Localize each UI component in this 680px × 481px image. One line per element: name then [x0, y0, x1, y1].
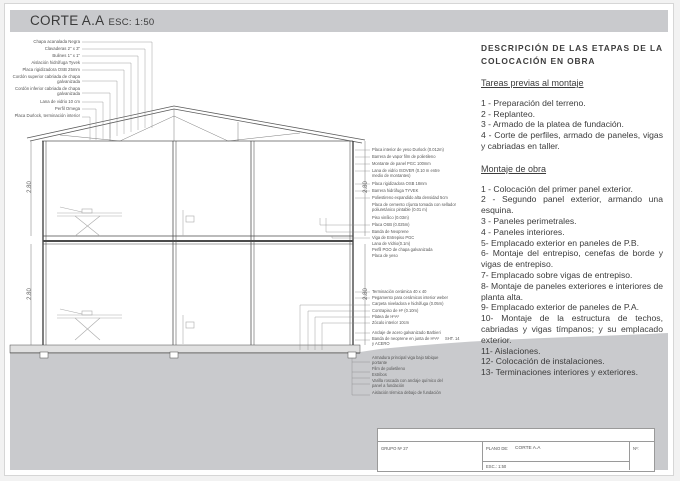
label-r-11: Viga de Entrepiso PGC: [372, 235, 415, 240]
label-r-5: Barrera hidrófuga TYVEK: [372, 188, 419, 193]
furniture: [57, 207, 194, 344]
label-r-4: Placa rigidizadora OSB 18mm: [372, 181, 427, 186]
list-item: 7- Emplacado sobre vigas de entrepiso.: [481, 269, 633, 280]
list-item: 1 - Preparación del terreno.: [481, 97, 586, 108]
roof: [27, 106, 365, 143]
list-item: 1 - Colocación del primer panel exterior.: [481, 183, 633, 194]
label-rl-3: Contrapiso de Hº (0.10m): [372, 308, 419, 313]
label-clavaderas: Clavaderas 2" x 3": [44, 46, 80, 51]
label-r-2: Montante de panel PGC 100mm: [372, 161, 431, 166]
title-scale: ESC: 1:50: [108, 17, 155, 28]
list-item: 3 - Paneles perimetrales.: [481, 215, 577, 226]
title-text: CORTE A.A: [30, 13, 105, 28]
list-item: 4 - Paneles interiores.: [481, 226, 565, 237]
list-item: 9- Emplacado exterior de paneles de P.A.: [481, 302, 639, 313]
list-item: 12- Colocación de instalaciones.: [481, 356, 605, 367]
label-r-14: Placa de yeso: [372, 253, 398, 258]
dimension-lines: [31, 141, 365, 345]
label-rl-0: Terminación cerámica 40 x 40: [372, 289, 427, 294]
list-item: 6- Montaje del entrepiso, cenefas de borde y vigas de entrepiso.: [481, 248, 663, 270]
list-item: 11- Aislaciones.: [481, 345, 541, 356]
label-r-0: Placa interior de yeso Durlock (0.012m): [372, 147, 444, 152]
label-cordon-inferior: Cordón inferior cabriada de chapa galvanizada: [15, 86, 80, 96]
list-item: 5- Emplacado exterior en paneles de P.B.: [481, 237, 639, 248]
list-item: 4 - Corte de perfiles, armado de paneles, vigas y cabriadas en taller.: [481, 130, 663, 151]
dimension-upper-left: 2.80: [26, 181, 33, 193]
label-r-12: Lana de Vidrio(0.1m): [372, 241, 411, 246]
label-cordon-superior: Cordón superior cabriada de chapa galvanizada: [12, 74, 80, 84]
scale-value: ESC.: 1:50: [486, 464, 507, 469]
section-title-montaje: Montaje de obra: [481, 163, 547, 174]
label-f-2: Estribos: [372, 372, 387, 377]
label-f-3: Varilla roscada con anclaje químico del panel a fundación: [372, 378, 443, 388]
label-lana: Lana de vidrio 10 cm: [40, 99, 80, 104]
label-f-4: Aislación térmica debajo de fundación: [372, 390, 441, 395]
label-r-7: Placa de cemento c/junta tomada con sellador poliuretánico pintable (0.01 m): [372, 202, 456, 212]
section-title-tareas: Tareas previas al montaje: [481, 78, 584, 88]
list-item: 10- Montaje de la estructura de techos, cabriadas y vigas tímpanos; y su emplacado exterior.: [481, 313, 663, 345]
label-r-1: Barrera de vapor film de polietileno: [372, 154, 436, 159]
dimension-upper-right: 2.80: [362, 181, 369, 193]
list-item: 2 - Replanteo.: [481, 108, 535, 119]
label-tyvek: Aislación hidrófuga Tyvek: [31, 60, 80, 65]
plan-value: CORTE A.A: [515, 446, 541, 451]
label-durlock: Placa Durlock, terminación interior: [14, 113, 80, 118]
title-block-divider: [482, 441, 483, 470]
label-r-13: Perfil PGO de chapa galvanizada: [372, 247, 433, 252]
label-osb: Placa rigidizadora OSB 25mm: [22, 67, 80, 72]
list-item: 8- Montaje de paneles exteriores e interiores de planta alta.: [481, 280, 664, 302]
walls: [43, 141, 353, 352]
group-number: GRUPO Nº 27: [381, 446, 408, 451]
label-rl-5: Zócalo interior 10cm: [372, 320, 410, 325]
label-r-8: Piso vinílico (0.03m): [372, 215, 409, 220]
label-chapa: Chapa acanalada Negra: [33, 39, 80, 44]
label-rl-2: Carpeta niveladora e hidrófuga (0.05m): [372, 301, 444, 306]
label-f-0: Armadura principal viga bajo tabique portante: [372, 355, 439, 365]
label-bulines: Bulines 1" x 1": [52, 53, 80, 58]
label-r-10: Banda de Neoprene: [372, 229, 409, 234]
label-r-9: Placa OSB (0.025m): [372, 222, 410, 227]
sheet-number: Nº:: [633, 446, 639, 451]
list-item: 3 - Armado de la platea de fundación.: [481, 119, 624, 130]
label-f-1: Film de polietileno: [372, 366, 405, 371]
label-omega: Perfil Omega: [54, 106, 80, 111]
label-rl-6: Anclaje de acero galvanizado Barbieri: [372, 330, 441, 335]
plan-label: PLANO DE:: [486, 446, 509, 451]
left-leaders: [82, 42, 152, 140]
title-block-divider: [377, 441, 654, 442]
mezzanine-floor: [43, 236, 353, 244]
label-rl-4: Platea de HºAº: [372, 314, 400, 319]
list-item: 2 - Segundo panel exterior, armando una esquina.: [481, 194, 663, 216]
description-panel: [481, 42, 663, 390]
label-sht: SHT. 14: [445, 336, 460, 341]
label-r-6: Poliestireno expandido alta densidad 5cm: [372, 195, 448, 200]
montaje-list: [481, 184, 663, 378]
title-block-divider: [482, 461, 629, 462]
tareas-list: [481, 98, 663, 152]
dimension-lower-left: 2.80: [26, 288, 33, 300]
label-rl-1: Pegamento para cerámicos interior weber: [372, 295, 448, 300]
title-block-divider: [629, 441, 630, 470]
list-item: 13- Terminaciones interiores y exteriores.: [481, 367, 638, 378]
label-r-3: Lana de vidrio ISOVER (0.10 m entre medio de montantes): [372, 168, 440, 178]
dimension-lower-right: 2.80: [362, 288, 369, 300]
label-rl-7: Banda de neoprene en junta de HºAº y ACERO: [372, 336, 440, 346]
description-heading: DESCRIPCIÓN DE LAS ETAPAS DE LA COLOCACIÓN EN OBRA: [481, 43, 663, 66]
